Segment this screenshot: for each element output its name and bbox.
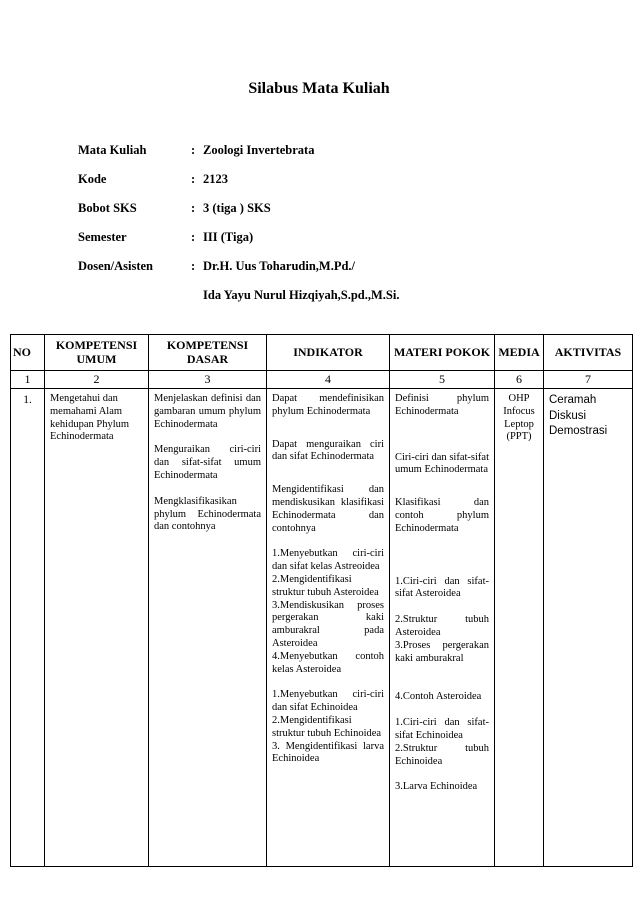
aktivitas-item: Ceramah	[549, 394, 597, 406]
materi-line: 1.Ciri-ciri dan sifat-sifat Asteroidea	[395, 575, 489, 600]
table-row	[11, 389, 633, 867]
info-dosen-continuation: Ida Yayu Nurul Hizqiyah,S.pd.,M.Si.	[203, 288, 400, 302]
info-separator: :	[191, 230, 196, 244]
info-separator: :	[191, 172, 196, 186]
info-row-mata-kuliah	[78, 143, 399, 172]
info-row-bobot-sks	[78, 201, 399, 230]
info-row-kode	[78, 172, 399, 201]
indikator-line: 1.Menyebutkan ciri-ciri dan sifat kelas Astreoidea	[272, 548, 384, 573]
info-value: Zoologi Invertebrata	[203, 143, 315, 157]
cell-kompetensi-dasar	[149, 389, 267, 867]
indikator-line: 1.Menyebutkan ciri-ciri dan sifat Echinoidea	[272, 689, 384, 714]
materi-line: 2.Struktur tubuh Echinoidea	[395, 742, 489, 767]
info-label: Bobot SKS	[78, 201, 137, 215]
column-number: 6	[495, 371, 544, 389]
header-kompetensi-umum: KOMPETENSI UMUM	[45, 335, 149, 371]
info-label: Dosen/Asisten	[78, 259, 154, 273]
cell-materi-pokok	[390, 389, 495, 867]
materi-line: 3.Proses pergerakan kaki amburakral	[395, 639, 489, 664]
materi-block	[395, 717, 489, 794]
materi-block	[395, 452, 489, 478]
cell-aktivitas	[544, 389, 633, 867]
indikator-line: Dapat menguraikan ciri dan sifat Echinodermata	[272, 438, 384, 463]
header-media: MEDIA	[495, 335, 544, 371]
materi-line: 2.Struktur tubuh Asteroidea	[395, 614, 489, 638]
materi-line: 4.Contoh Asteroidea	[395, 691, 482, 703]
info-row-semester	[78, 230, 399, 259]
indikator-block	[272, 439, 384, 465]
indikator-line: 2.Mengidentifikasi struktur tubuh Asteroidea	[272, 573, 379, 598]
materi-line: Ciri-ciri dan sifat-sifat umum Echinodermata	[395, 451, 489, 476]
aktivitas-item: Demostrasi	[549, 425, 608, 438]
kd-item: Menjelaskan definisi dan gambaran umum phylum Echinodermata	[154, 393, 261, 430]
header-materi-pokok: MATERI POKOK	[390, 335, 495, 371]
indikator-block	[272, 393, 384, 419]
info-separator: :	[191, 259, 196, 273]
indikator-block	[272, 484, 384, 535]
header-aktivitas: AKTIVITAS	[544, 335, 633, 371]
info-separator: :	[191, 143, 196, 157]
materi-line: 3.Larva Echinoidea	[395, 781, 478, 793]
materi-block	[395, 497, 489, 535]
aktivitas-item: Diskusi	[549, 409, 587, 422]
materi-line: Klasifikasi dan contoh phylum Echinodermata	[395, 497, 489, 534]
kd-item: Menguraikan ciri-ciri dan sifat-sifat umum Echinodermata	[154, 444, 261, 481]
page-title: Silabus Mata Kuliah	[248, 80, 390, 97]
info-row-dosen	[78, 259, 399, 288]
column-number: 4	[267, 371, 390, 389]
cell-media	[495, 389, 544, 867]
info-value: III (Tiga)	[203, 230, 254, 244]
cell-no: 1.	[11, 389, 45, 867]
cell-indikator	[267, 389, 390, 867]
info-value: 3 (tiga ) SKS	[203, 201, 271, 215]
media-item: (PPT)	[506, 431, 532, 443]
media-item: Leptop	[504, 418, 534, 430]
column-number: 1	[11, 371, 45, 389]
header-indikator: INDIKATOR	[267, 335, 390, 371]
column-number: 2	[45, 371, 149, 389]
materi-line: 1.Ciri-ciri dan sifat-sifat Echinoidea	[395, 717, 489, 741]
cell-kompetensi-umum: Mengetahui dan memahami Alam kehidupan Phylum Echinodermata	[45, 389, 149, 867]
column-number: 3	[149, 371, 267, 389]
syllabus-table	[10, 334, 633, 867]
kd-item: Mengklasifikasikan phylum Echinodermata dan contohnya	[154, 495, 261, 533]
info-label: Kode	[78, 172, 107, 186]
info-label: Semester	[78, 230, 127, 244]
header-no: NO	[11, 335, 45, 371]
column-number-row	[11, 371, 633, 389]
materi-block	[395, 576, 489, 705]
indikator-line: 3.Mendiskusikan proses pergerakan kaki amburakral pada Asteroidea	[272, 599, 384, 649]
indikator-line: 4.Menyebutkan contoh kelas Asteroidea	[272, 650, 384, 675]
info-value: 2123	[203, 172, 228, 186]
indikator-line: 2.Mengidentifikasi struktur tubuh Echinoidea	[272, 714, 382, 739]
media-item: Infocus	[503, 405, 535, 417]
materi-block	[395, 393, 489, 419]
materi-line: Definisi phylum Echinodermata	[395, 393, 489, 417]
info-label: Mata Kuliah	[78, 143, 147, 157]
column-number: 7	[544, 371, 633, 389]
info-separator: :	[191, 201, 196, 215]
column-number: 5	[390, 371, 495, 389]
indikator-block	[272, 689, 384, 766]
indikator-block	[272, 548, 384, 676]
info-value: Dr.H. Uus Toharudin,M.Pd./	[203, 259, 356, 273]
header-kompetensi-dasar: KOMPETENSI DASAR	[149, 335, 267, 371]
course-info	[78, 143, 399, 303]
indikator-line: Mengidentifikasi dan mendiskusikan klasifikasi Echinodermata dan contohnya	[272, 484, 384, 534]
media-item: OHP	[508, 393, 530, 404]
indikator-line: Dapat mendefinisikan phylum Echinodermata	[272, 393, 384, 417]
table-header-row	[11, 335, 633, 371]
indikator-line: 3. Mengidentifikasi larva Echinoidea	[272, 740, 384, 765]
